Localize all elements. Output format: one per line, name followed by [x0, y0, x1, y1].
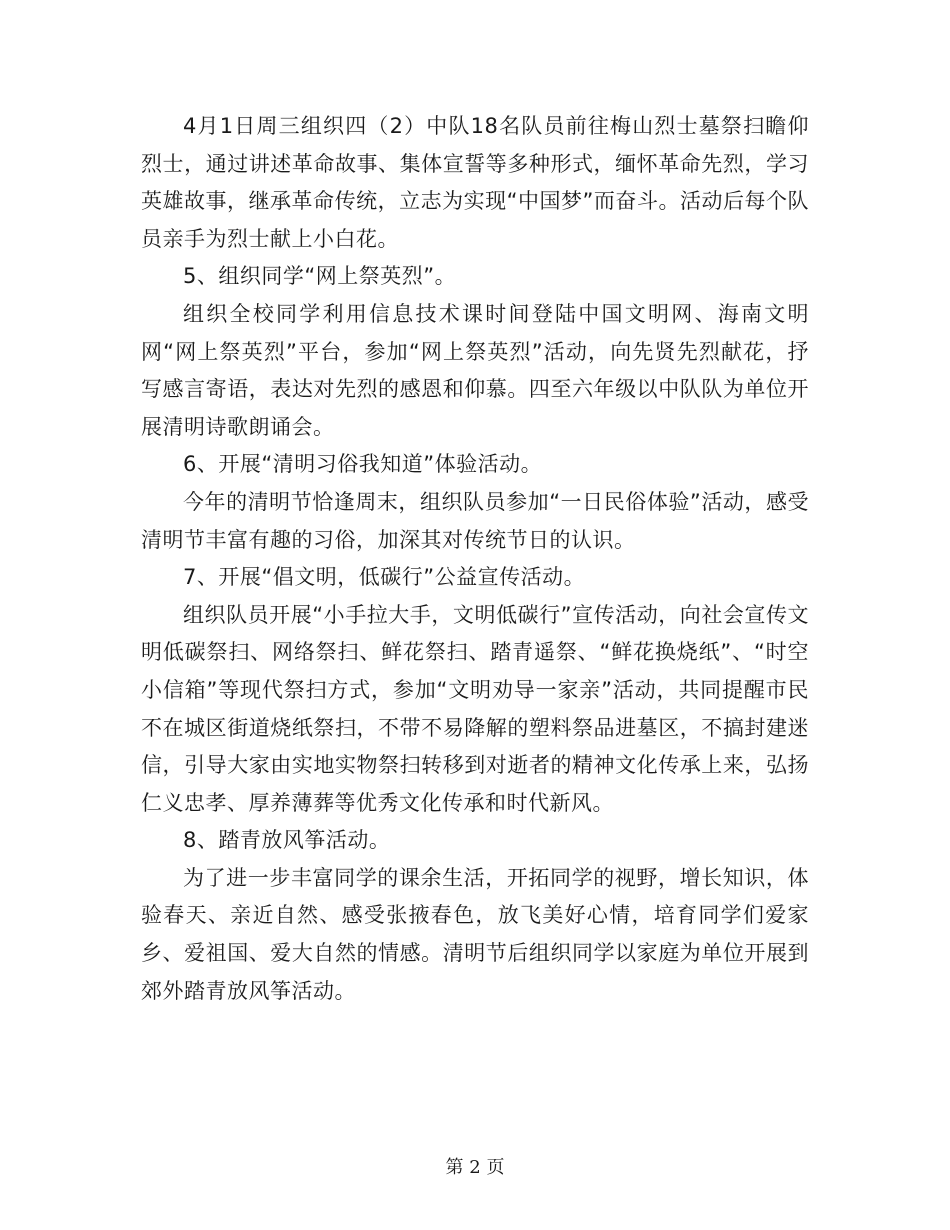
document-body	[141, 108, 809, 1010]
paragraph-heading-6: 6、开展“清明习俗我知道”体验活动。	[183, 452, 543, 477]
paragraph-activity-4-detail: 4月1日周三组织四（2）中队18名队员前往梅山烈士墓祭扫瞻仰烈士，通过讲述革命故事、集体宣誓等多种形式，缅怀革命先烈，学习英雄故事，继承革命传统，立志为实现“中国梦”而奋斗。活动后每个队员亲手为烈士献上小白花。	[141, 114, 809, 251]
paragraph-activity-6-detail: 今年的清明节恰逢周末，组织队员参加“一日民俗体验”活动，感受清明节丰富有趣的习俗，加深其对传统节日的认识。	[141, 489, 809, 552]
paragraph-heading-8: 8、踏青放风筝活动。	[183, 828, 391, 853]
page-number-footer: 第 2 页	[445, 1157, 505, 1178]
paragraph-heading-7: 7、开展“倡文明，低碳行”公益宣传活动。	[183, 565, 586, 590]
paragraph-activity-8-detail: 为了进一步丰富同学的课余生活，开拓同学的视野，增长知识，体验春天、亲近自然、感受张掖春色，放飞美好心情，培育同学们爱家乡、爱祖国、爱大自然的情感。清明节后组织同学以家庭为单位开展到郊外踏青放风筝活动。	[141, 865, 809, 1003]
paragraph-activity-7-detail: 组织队员开展“小手拉大手，文明低碳行”宣传活动，向社会宣传文明低碳祭扫、网络祭扫、鲜花祭扫、踏青遥祭、“鲜花换烧纸”、“时空小信箱”等现代祭扫方式，参加“文明劝导一家亲”活动，共同提醒市民不在城区街道烧纸祭扫，不带不易降解的塑料祭品进墓区，不搞封建迷信，引导大家由实地实物祭扫转移到对逝者的精神文化传承上来，弘扬仁义忠孝、厚养薄葬等优秀文化传承和时代新风。	[141, 602, 809, 815]
paragraph-activity-5-detail: 组织全校同学利用信息技术课时间登陆中国文明网、海南文明网“网上祭英烈”平台，参加“网上祭英烈”活动，向先贤先烈献花，抒写感言寄语，表达对先烈的感恩和仰慕。四至六年级以中队队为单位开展清明诗歌朗诵会。	[141, 301, 809, 439]
paragraph-heading-5: 5、组织同学“网上祭英烈”。	[183, 264, 457, 289]
